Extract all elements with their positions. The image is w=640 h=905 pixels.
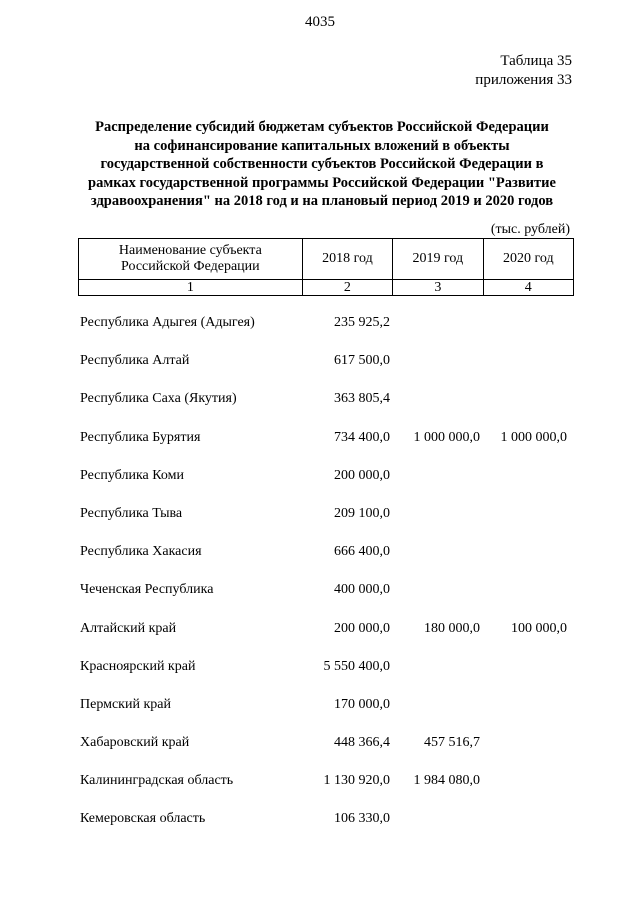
table-row (0, 532, 640, 570)
value-2018: 363 805,4 (334, 391, 390, 407)
header-2019: 2019 год (393, 239, 483, 280)
table-row (0, 723, 640, 761)
table-header (78, 238, 574, 296)
value-2018: 5 550 400,0 (323, 658, 390, 674)
column-number-row (79, 280, 574, 296)
table-row (0, 341, 640, 379)
value-2019: 180 000,0 (424, 620, 480, 636)
header-2020: 2020 год (483, 239, 573, 280)
table-row (0, 494, 640, 532)
value-2020: 100 000,0 (511, 620, 567, 636)
column-number-4: 4 (483, 280, 573, 296)
table-row (0, 647, 640, 685)
region-name: Алтайский край (80, 620, 177, 636)
value-2019: 1 984 080,0 (413, 773, 480, 789)
region-name: Кемеровская область (80, 811, 206, 827)
value-2018: 106 330,0 (334, 811, 390, 827)
header-2018: 2018 год (302, 239, 392, 280)
column-number-2: 2 (302, 280, 392, 296)
table-reference-line1: Таблица 35 (500, 53, 572, 69)
title-line-4: рамках государственной программы Российской Федерации "Развитие (88, 174, 556, 191)
title-line-2: на софинансирование капитальных вложений в объекты (134, 137, 510, 154)
value-2020: 1 000 000,0 (500, 429, 567, 445)
units-label: (тыс. рублей) (490, 222, 570, 237)
region-name: Республика Адыгея (Адыгея) (80, 315, 255, 330)
region-name: Чеченская Республика (80, 582, 214, 598)
page-number: 4035 (305, 14, 335, 30)
region-name: Калининградская область (80, 773, 234, 789)
title-line-1: Распределение субсидий бюджетам субъектов Российской Федерации (95, 119, 549, 135)
value-2018: 448 366,4 (334, 735, 390, 751)
value-2018: 1 130 920,0 (323, 773, 390, 789)
table-row (0, 303, 640, 341)
value-2018: 400 000,0 (334, 582, 390, 598)
header-name-line1: Наименование субъекта (118, 243, 262, 258)
table-row (0, 570, 640, 608)
table-row (0, 379, 640, 417)
region-name: Пермский край (80, 696, 171, 712)
value-2018: 617 500,0 (334, 353, 390, 369)
region-name: Хабаровский край (80, 735, 190, 751)
title-line-3: государственной собственности субъектов Российской Федерации в (100, 156, 544, 172)
value-2018: 209 100,0 (334, 505, 390, 521)
title-line-5: здравоохранения" на 2018 год и на плановый период 2019 и 2020 годов (90, 193, 554, 209)
value-2018: 200 000,0 (334, 620, 390, 636)
region-name: Республика Алтай (80, 353, 190, 369)
column-number-3: 3 (393, 280, 483, 296)
region-name: Красноярский край (80, 658, 196, 674)
header-row (79, 239, 574, 280)
document-title (72, 118, 572, 211)
region-name: Республика Тыва (80, 505, 183, 521)
region-name: Республика Саха (Якутия) (80, 391, 237, 407)
header-name-line2: Российской Федерации (121, 259, 260, 274)
table-reference-line2: приложения 33 (475, 72, 572, 88)
header-name-cell (79, 239, 303, 280)
table-row (0, 418, 640, 456)
region-name: Республика Бурятия (80, 429, 201, 445)
value-2018: 170 000,0 (334, 696, 390, 712)
value-2019: 457 516,7 (424, 735, 480, 751)
value-2018: 734 400,0 (334, 429, 390, 445)
region-name: Республика Коми (80, 467, 184, 483)
table-row (0, 609, 640, 647)
value-2019: 1 000 000,0 (413, 429, 480, 445)
table-body (0, 303, 640, 838)
region-name: Республика Хакасия (80, 544, 202, 560)
value-2018: 666 400,0 (334, 544, 390, 560)
table-row (0, 685, 640, 723)
value-2018: 235 925,2 (334, 315, 390, 330)
table-row (0, 761, 640, 799)
table-reference (475, 52, 572, 90)
column-number-1: 1 (79, 280, 303, 296)
table-row (0, 799, 640, 837)
table-row (0, 456, 640, 494)
value-2018: 200 000,0 (334, 467, 390, 483)
